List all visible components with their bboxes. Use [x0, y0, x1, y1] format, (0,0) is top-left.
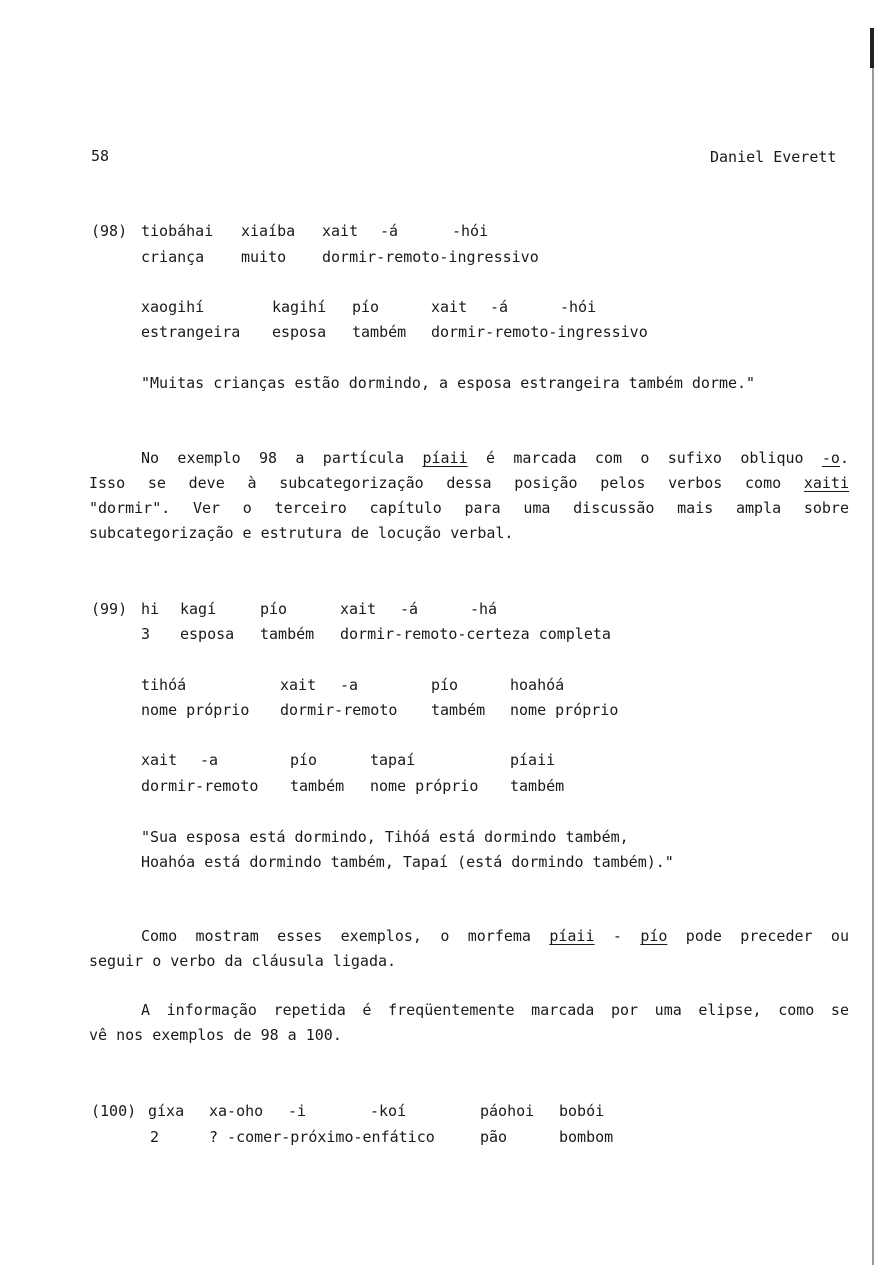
morpheme: pío — [431, 676, 459, 694]
gloss: pão — [480, 1128, 508, 1146]
gloss: esposa — [180, 625, 235, 643]
morpheme: xait — [322, 222, 359, 240]
morpheme: píaii — [510, 751, 556, 769]
scan-edge-line — [872, 68, 874, 1265]
gloss: esposa — [272, 323, 327, 341]
text-line: "dormir". Ver o terceiro capítulo para uma discussão mais ampla sobre — [89, 499, 849, 517]
gloss: muito — [241, 248, 287, 266]
morpheme: -i — [288, 1102, 307, 1120]
morpheme: xiaíba — [241, 222, 296, 240]
morpheme: hi — [141, 600, 160, 618]
gloss: nome próprio — [510, 701, 619, 719]
running-head-author: Daniel Everett — [710, 148, 837, 166]
morpheme: tapaí — [370, 751, 416, 769]
morpheme: xait — [431, 298, 468, 316]
text-line: Isso se deve à subcategorização dessa posição pelos verbos como xaiti — [89, 474, 849, 492]
gloss: dormir-remoto — [280, 701, 398, 719]
gloss: também — [290, 777, 345, 795]
morpheme: -hói — [560, 298, 597, 316]
scan-edge-mark — [870, 28, 874, 68]
morpheme: pío — [260, 600, 288, 618]
morpheme: -a — [200, 751, 219, 769]
morpheme: xait — [141, 751, 178, 769]
underlined-term: píaii — [422, 449, 468, 467]
free-translation: "Muitas crianças estão dormindo, a esposa estrangeira também dorme." — [141, 374, 756, 392]
gloss: nome próprio — [370, 777, 479, 795]
gloss: bombom — [559, 1128, 614, 1146]
morpheme: -koí — [370, 1102, 407, 1120]
morpheme: kagihí — [272, 298, 327, 316]
gloss: também — [431, 701, 486, 719]
gloss: nome próprio — [141, 701, 250, 719]
morpheme: -á — [400, 600, 419, 618]
morpheme: tihóá — [141, 676, 187, 694]
gloss: dormir-remoto — [141, 777, 259, 795]
free-translation: Hoahóa está dormindo também, Tapaí (está dormindo também)." — [141, 853, 674, 871]
morpheme: pío — [352, 298, 380, 316]
body-paragraph-1 — [89, 446, 849, 546]
morpheme: -á — [490, 298, 509, 316]
morpheme: páohoi — [480, 1102, 535, 1120]
gloss: estrangeira — [141, 323, 241, 341]
text-line: No exemplo 98 a partícula píaii é marcada com o sufixo obliquo -o. — [141, 449, 849, 467]
morpheme: -hói — [452, 222, 489, 240]
morpheme: gíxa — [148, 1102, 185, 1120]
example-number: (99) — [91, 600, 128, 618]
morpheme: xait — [280, 676, 317, 694]
morpheme: -a — [340, 676, 359, 694]
free-translation: "Sua esposa está dormindo, Tihóá está dormindo também, — [141, 828, 629, 846]
body-paragraph-3 — [89, 998, 849, 1048]
underlined-term: xaiti — [803, 474, 849, 492]
gloss: também — [260, 625, 315, 643]
gloss: também — [510, 777, 565, 795]
gloss: ? -comer-próximo-enfático — [209, 1128, 435, 1146]
text-line: vê nos exemplos de 98 a 100. — [89, 1026, 342, 1044]
gloss: dormir-remoto-ingressivo — [431, 323, 648, 341]
morpheme: xait — [340, 600, 377, 618]
gloss: criança — [141, 248, 205, 266]
gloss: dormir-remoto-ingressivo — [322, 248, 539, 266]
morpheme: xaogihí — [141, 298, 205, 316]
morpheme: xa-oho — [209, 1102, 264, 1120]
morpheme: tiobáhai — [141, 222, 214, 240]
underlined-term: -o — [821, 449, 840, 467]
gloss: 3 — [141, 625, 151, 643]
text-line: A informação repetida é freqüentemente marcada por uma elipse, como se — [141, 1001, 849, 1019]
underlined-term: pío — [640, 927, 668, 945]
morpheme: bobói — [559, 1102, 605, 1120]
gloss: dormir-remoto-certeza completa — [340, 625, 611, 643]
morpheme: -á — [380, 222, 399, 240]
body-paragraph-2 — [89, 924, 849, 974]
morpheme: -há — [470, 600, 498, 618]
text-line: subcategorização e estrutura de locução verbal. — [89, 524, 514, 542]
gloss: também — [352, 323, 407, 341]
morpheme: hoahóá — [510, 676, 565, 694]
morpheme: pío — [290, 751, 318, 769]
underlined-term: píaii — [549, 927, 595, 945]
gloss: 2 — [150, 1128, 160, 1146]
example-number: (98) — [91, 222, 128, 240]
text-line: Como mostram esses exemplos, o morfema píaii - pío pode preceder ou — [141, 927, 849, 945]
morpheme: kagí — [180, 600, 217, 618]
example-number: (100) — [91, 1102, 137, 1120]
page-number: 58 — [91, 147, 110, 165]
text-line: seguir o verbo da cláusula ligada. — [89, 952, 397, 970]
